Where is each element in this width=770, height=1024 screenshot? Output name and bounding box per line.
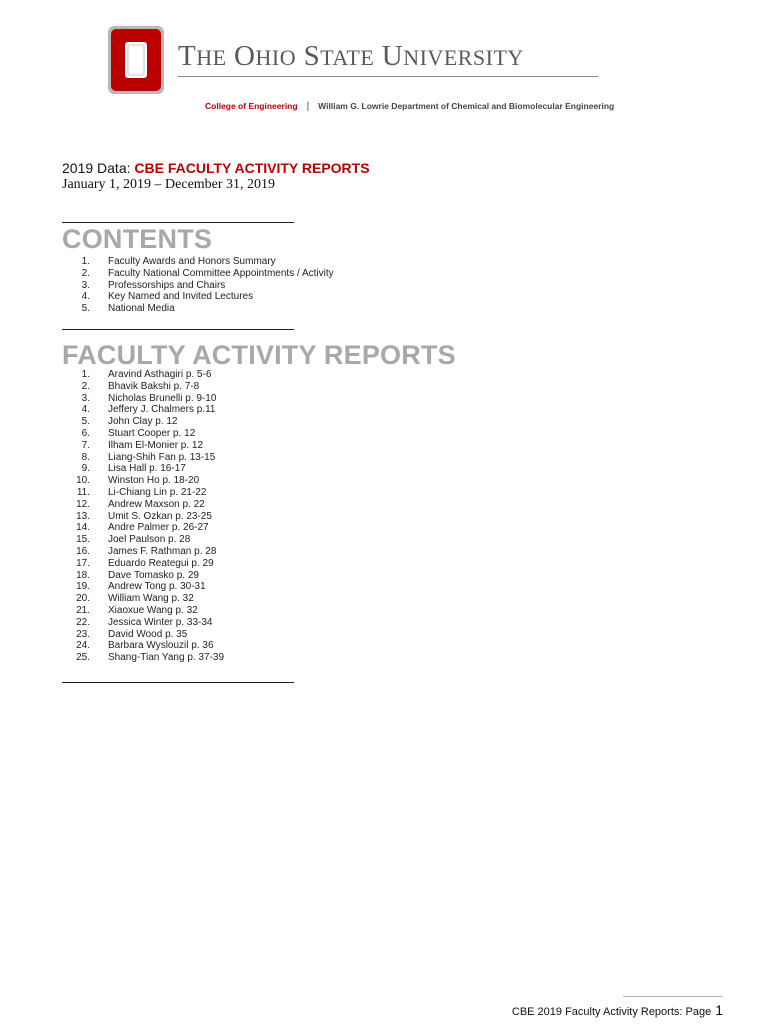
list-item-text: William Wang p. 32 (108, 593, 194, 605)
list-item (62, 280, 334, 292)
list-item (62, 475, 224, 487)
list-item-number: 2. (81, 267, 90, 279)
list-item (62, 256, 334, 268)
footer-label: CBE 2019 Faculty Activity Reports: Page (511, 1006, 712, 1018)
list-item-number: 3. (81, 279, 90, 291)
list-item (62, 463, 224, 475)
title-prefix: 2019 Data: (62, 160, 135, 176)
list-item (62, 617, 224, 629)
list-item-number: 6. (81, 427, 90, 439)
osu-block-o-logo (108, 26, 164, 99)
list-item-text: Li-Chiang Lin p. 21-22 (108, 486, 207, 498)
list-item (62, 369, 224, 381)
list-item (62, 558, 224, 570)
list-item-number: 10. (76, 475, 90, 487)
list-item-number: 13. (76, 510, 90, 522)
list-item (62, 546, 224, 558)
list-item-text: Shang-Tian Yang p. 37-39 (108, 652, 225, 664)
list-item-number: 14. (76, 522, 90, 534)
list-item-text: Andrew Tong p. 30-31 (108, 581, 206, 593)
list-item-text: James F. Rathman p. 28 (108, 545, 217, 557)
list-item (62, 452, 224, 464)
list-item (62, 629, 224, 641)
list-item-number: 17. (76, 557, 90, 569)
list-item (62, 522, 224, 534)
divider-rule (62, 222, 294, 223)
list-item-number: 7. (81, 439, 90, 451)
list-item-number: 11. (76, 486, 90, 498)
list-item-number: 18. (76, 569, 90, 581)
list-item-number: 1. (81, 256, 90, 267)
list-item-number: 24. (76, 640, 90, 652)
contents-heading: CONTENTS (62, 224, 213, 254)
list-item-number: 25. (76, 652, 90, 664)
divider-rule (62, 682, 294, 683)
list-item-text: Eduardo Reategui p. 29 (108, 557, 214, 569)
list-item-text: Barbara Wyslouzil p. 36 (108, 640, 214, 652)
date-range: January 1, 2019 – December 31, 2019 (62, 177, 276, 192)
list-item-text: Dave Tomasko p. 29 (108, 569, 199, 581)
list-item-number: 12. (76, 498, 90, 510)
list-item-number: 9. (81, 463, 90, 475)
list-item-number: 15. (76, 534, 90, 546)
list-item (62, 440, 224, 452)
list-item-text: Professorships and Chairs (108, 279, 226, 291)
list-item-text: Jessica Winter p. 33-34 (108, 616, 213, 628)
list-item-number: 5. (81, 416, 90, 428)
list-item-text: Andre Palmer p. 26-27 (108, 522, 209, 534)
list-item-text: Nicholas Brunelli p. 9-10 (108, 392, 217, 404)
contents-list (62, 256, 334, 315)
list-item (62, 404, 224, 416)
list-item (62, 511, 224, 523)
page-footer (512, 1002, 723, 1018)
block-o-icon (108, 26, 164, 94)
list-item-text: Key Named and Invited Lectures (108, 291, 254, 303)
list-item-number: 2. (81, 380, 90, 392)
list-item (62, 268, 334, 280)
list-item (62, 499, 224, 511)
list-item-text: Faculty Awards and Honors Summary (108, 256, 276, 267)
list-item-text: Lisa Hall p. 16-17 (108, 463, 186, 475)
list-item-text: John Clay p. 12 (108, 416, 178, 428)
list-item (62, 534, 224, 546)
list-item (62, 428, 224, 440)
list-item (62, 652, 224, 664)
list-item (62, 303, 334, 315)
list-item-number: 3. (81, 392, 90, 404)
list-item-number: 23. (76, 628, 90, 640)
list-item-text: Stuart Cooper p. 12 (108, 427, 196, 439)
college-name: College of Engineering (205, 101, 298, 111)
unit-separator: | (306, 101, 310, 112)
list-item (62, 487, 224, 499)
reports-heading: FACULTY ACTIVITY REPORTS (62, 340, 456, 370)
university-wordmark: THE OHIO STATE UNIVERSITY (178, 40, 524, 72)
list-item (62, 640, 224, 652)
list-item-number: 5. (81, 303, 90, 315)
department-name: William G. Lowrie Department of Chemical and Biomolecular Engineering (318, 101, 615, 111)
list-item (62, 570, 224, 582)
list-item-number: 19. (76, 581, 90, 593)
list-item (62, 581, 224, 593)
list-item-text: Jeffery J. Chalmers p.11 (108, 404, 216, 416)
list-item (62, 393, 224, 405)
title-highlight: CBE FACULTY ACTIVITY REPORTS (134, 160, 370, 176)
list-item (62, 416, 224, 428)
list-item (62, 593, 224, 605)
list-item-text: National Media (108, 303, 175, 315)
unit-line (205, 101, 614, 112)
list-item (62, 605, 224, 617)
list-item-text: David Wood p. 35 (108, 628, 188, 640)
list-item-number: 1. (81, 369, 90, 380)
footer-rule (623, 996, 723, 997)
list-item-text: Liang-Shih Fan p. 13-15 (108, 451, 216, 463)
wordmark-divider (178, 76, 598, 77)
reports-list (62, 369, 224, 664)
list-item-number: 20. (76, 593, 90, 605)
list-item-text: Bhavik Bakshi p. 7-8 (108, 380, 200, 392)
list-item-number: 16. (76, 545, 90, 557)
list-item-text: Joel Paulson p. 28 (108, 534, 191, 546)
report-title (62, 160, 370, 176)
list-item-number: 21. (76, 604, 90, 616)
page-number: 1 (715, 1002, 723, 1018)
divider-rule (62, 329, 294, 330)
list-item-number: 22. (76, 616, 90, 628)
list-item-text: Andrew Maxson p. 22 (108, 498, 205, 510)
list-item-text: Faculty National Committee Appointments / Activity (108, 267, 334, 279)
list-item-text: Xiaoxue Wang p. 32 (108, 604, 198, 616)
list-item-text: Aravind Asthagiri p. 5-6 (108, 369, 212, 380)
list-item-number: 8. (81, 451, 90, 463)
list-item-text: Umit S. Ozkan p. 23-25 (108, 510, 212, 522)
list-item (62, 291, 334, 303)
list-item-number: 4. (81, 291, 90, 303)
list-item-text: Winston Ho p. 18-20 (108, 475, 200, 487)
list-item-text: Ilham El-Monier p. 12 (108, 439, 204, 451)
list-item-number: 4. (81, 404, 90, 416)
list-item (62, 381, 224, 393)
